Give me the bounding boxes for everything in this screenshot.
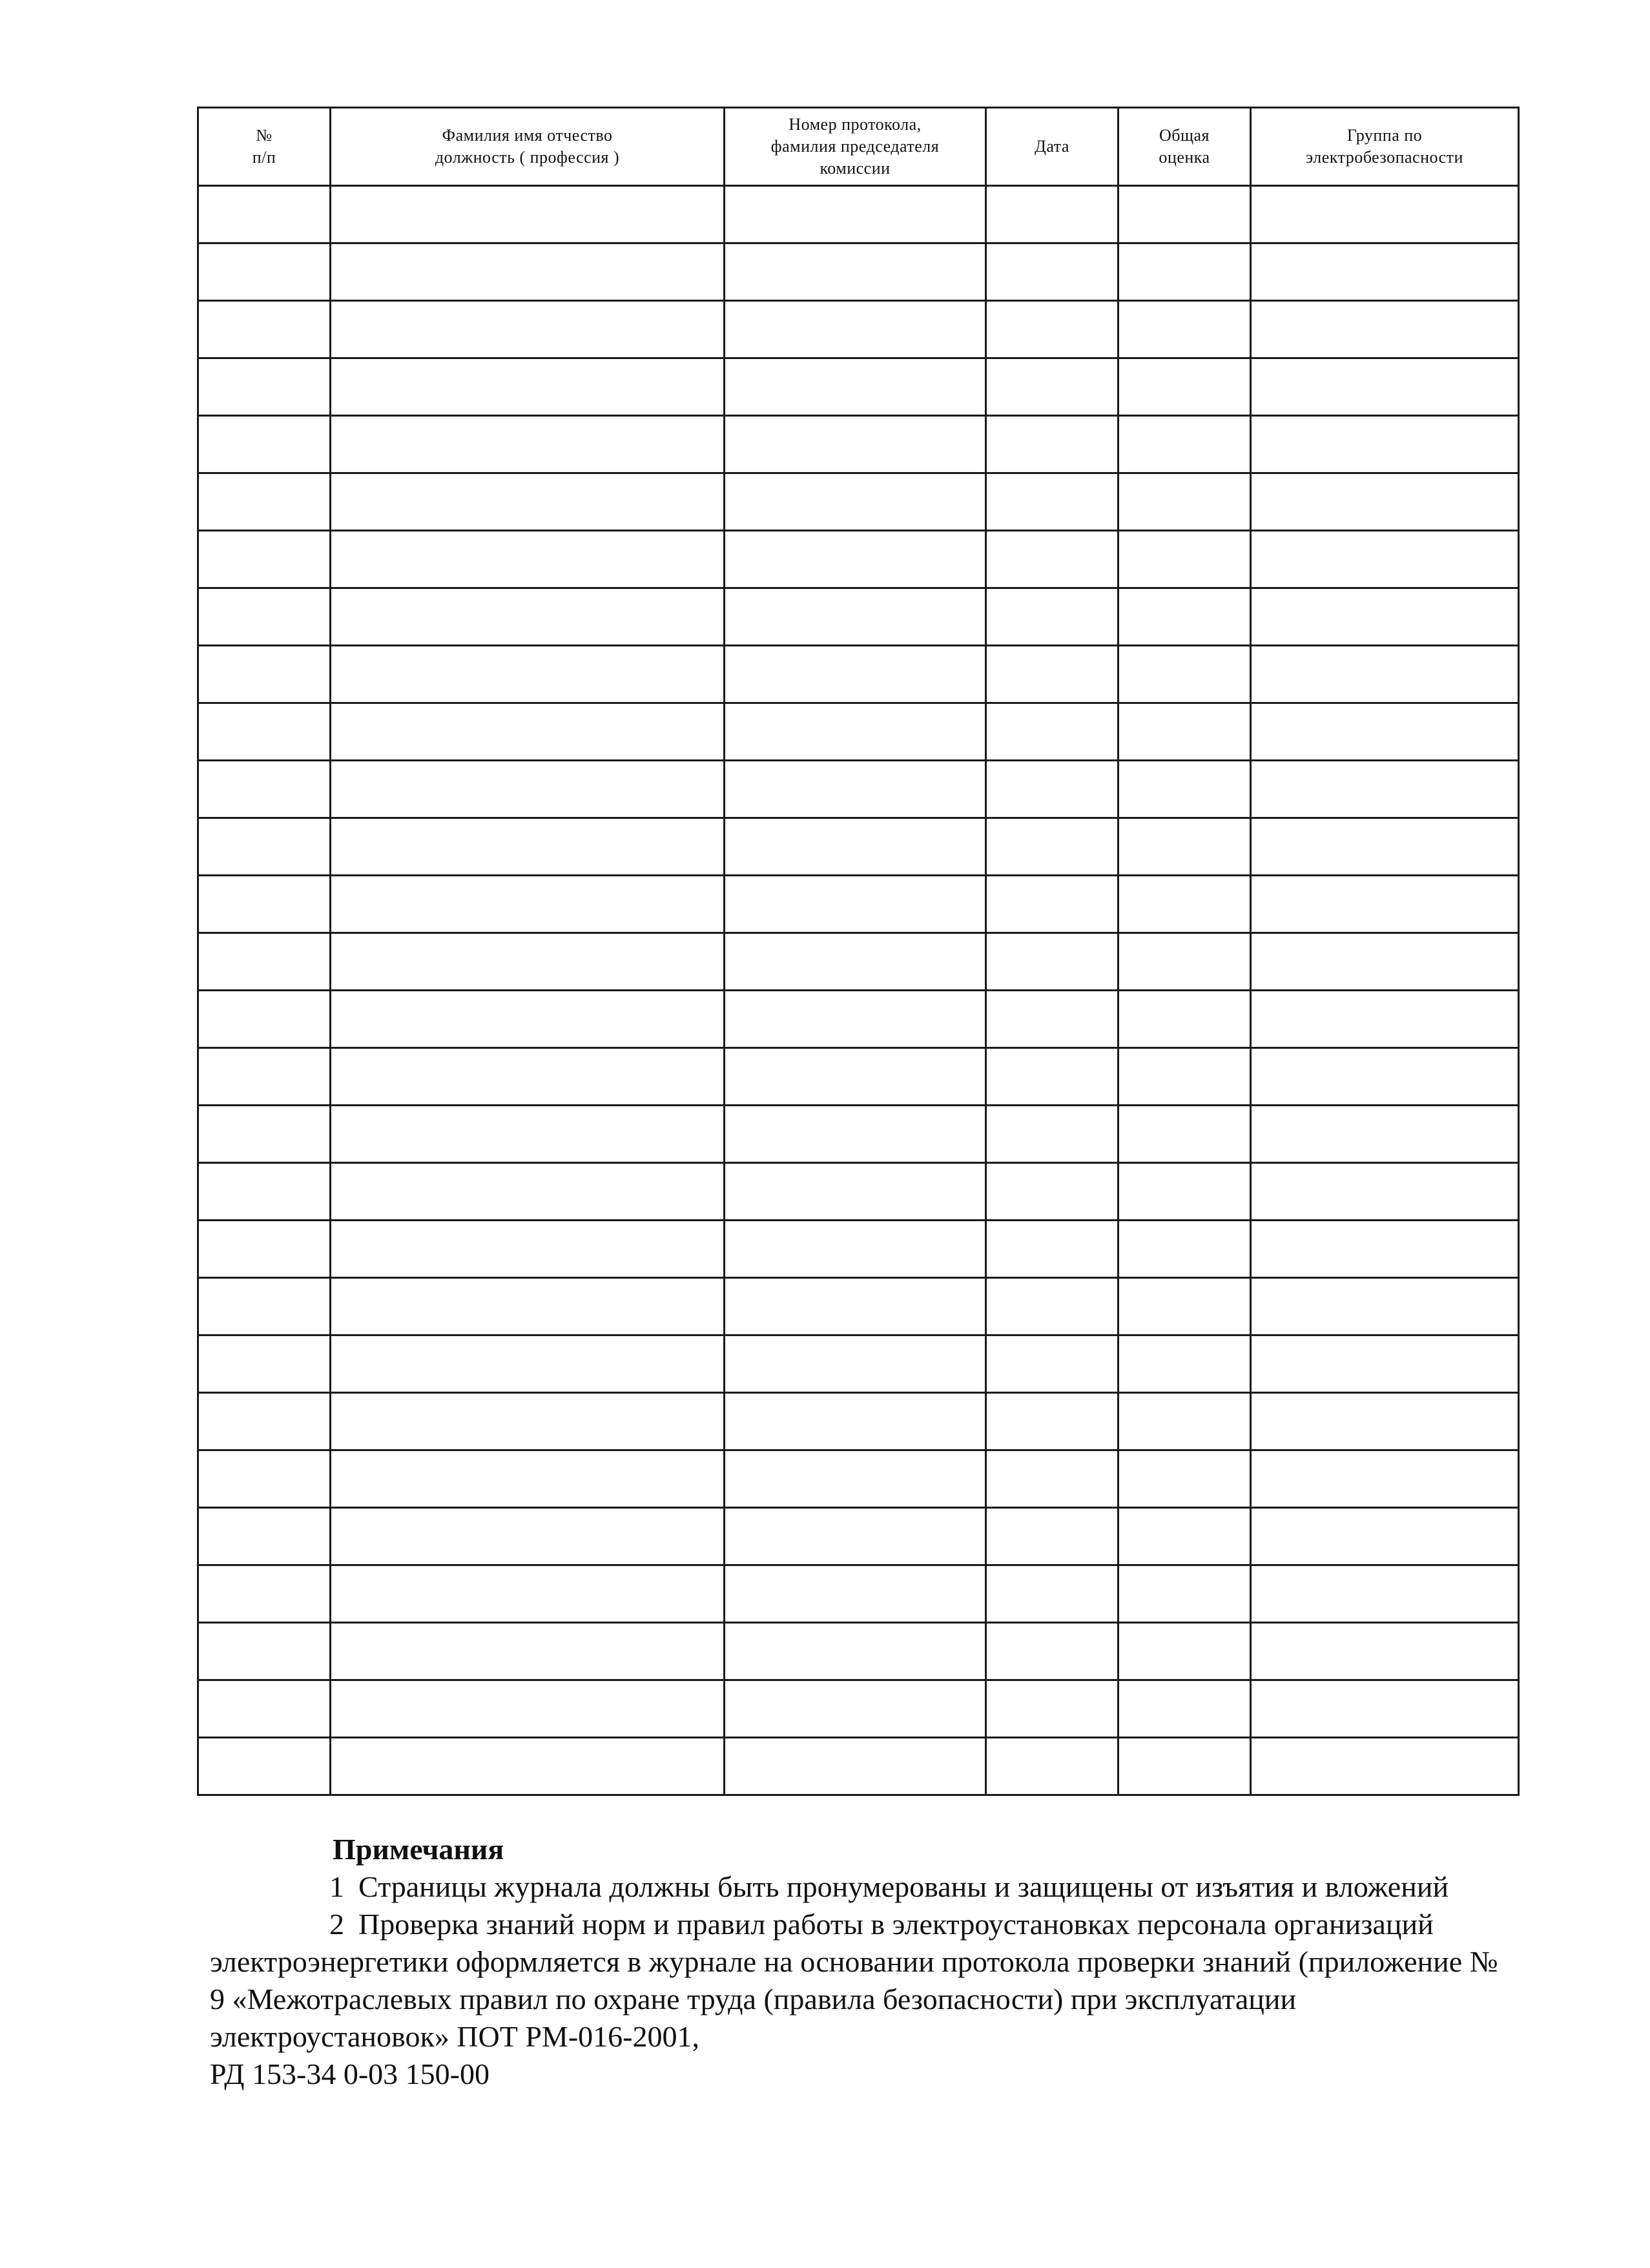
note-number: 1 (329, 1870, 344, 1903)
table-cell-name[interactable] (331, 243, 725, 301)
table-cell-date[interactable] (986, 1335, 1119, 1393)
table-cell-protocol[interactable] (725, 703, 986, 761)
table-row (198, 1335, 1519, 1393)
table-cell-num[interactable] (198, 646, 331, 703)
table-cell-grade[interactable] (1119, 1048, 1251, 1106)
table-cell-protocol[interactable] (725, 186, 986, 243)
table-row (198, 703, 1519, 761)
table-cell-num[interactable] (198, 1738, 331, 1795)
table-cell-group[interactable] (1251, 186, 1519, 243)
table-cell-protocol[interactable] (725, 1565, 986, 1623)
table-cell-date[interactable] (986, 358, 1119, 416)
table-cell-protocol[interactable] (725, 243, 986, 301)
table-cell-name[interactable] (331, 1623, 725, 1680)
table-cell-name[interactable] (331, 1450, 725, 1508)
table-cell-num[interactable] (198, 1508, 331, 1565)
table-row (198, 1163, 1519, 1221)
table-row (198, 646, 1519, 703)
table-cell-grade[interactable] (1119, 1623, 1251, 1680)
table-row (198, 301, 1519, 358)
table-cell-group[interactable] (1251, 1393, 1519, 1450)
table-cell-name[interactable] (331, 1278, 725, 1335)
table-cell-num[interactable] (198, 1623, 331, 1680)
table-cell-num[interactable] (198, 473, 331, 531)
table-cell-protocol[interactable] (725, 818, 986, 876)
knowledge-check-journal-table (197, 107, 1520, 1796)
table-cell-name[interactable] (331, 473, 725, 531)
table-cell-name[interactable] (331, 1221, 725, 1278)
table-cell-date[interactable] (986, 186, 1119, 243)
table-row (198, 1508, 1519, 1565)
table-cell-protocol[interactable] (725, 646, 986, 703)
table-cell-name[interactable] (331, 761, 725, 818)
table-cell-num[interactable] (198, 186, 331, 243)
table-cell-num[interactable] (198, 1221, 331, 1278)
table-cell-protocol[interactable] (725, 473, 986, 531)
table-cell-num[interactable] (198, 416, 331, 473)
table-cell-date[interactable] (986, 991, 1119, 1048)
note-text: Проверка знаний норм и правил работы в электроустановках персонала организаций электроэнергетики оформляется в журнале на основании протокола проверки знаний (приложение № 9 «Межотраслевых правил по охране труда (правила безопасности) при эксплуатации электроустановок» ПОТ РМ-016-2001, (210, 1908, 1498, 2053)
table-cell-num[interactable] (198, 1106, 331, 1163)
table-cell-grade[interactable] (1119, 1508, 1251, 1565)
table-cell-group[interactable] (1251, 1163, 1519, 1221)
table-cell-group[interactable] (1251, 301, 1519, 358)
table-cell-group[interactable] (1251, 1738, 1519, 1795)
notes-section (210, 1831, 1501, 2093)
table-cell-name[interactable] (331, 1163, 725, 1221)
table-cell-grade[interactable] (1119, 531, 1251, 588)
table-cell-protocol[interactable] (725, 1450, 986, 1508)
table-cell-protocol[interactable] (725, 358, 986, 416)
table-cell-grade[interactable] (1119, 818, 1251, 876)
table-cell-protocol[interactable] (725, 761, 986, 818)
table-cell-group[interactable] (1251, 646, 1519, 703)
table-cell-protocol[interactable] (725, 933, 986, 991)
table-cell-num[interactable] (198, 933, 331, 991)
table-cell-grade[interactable] (1119, 186, 1251, 243)
table-cell-protocol[interactable] (725, 1393, 986, 1450)
table-cell-protocol[interactable] (725, 416, 986, 473)
table-cell-group[interactable] (1251, 818, 1519, 876)
table-cell-date[interactable] (986, 301, 1119, 358)
notes-title: Примечания (333, 1833, 504, 1866)
table-cell-protocol[interactable] (725, 991, 986, 1048)
header-electrical-safety-group: Группа по электробезопасности (1251, 108, 1519, 186)
table-cell-num[interactable] (198, 1565, 331, 1623)
table-cell-group[interactable] (1251, 473, 1519, 531)
table-cell-group[interactable] (1251, 416, 1519, 473)
table-cell-date[interactable] (986, 933, 1119, 991)
table-cell-grade[interactable] (1119, 991, 1251, 1048)
table-cell-grade[interactable] (1119, 243, 1251, 301)
table-row (198, 1278, 1519, 1335)
table-cell-date[interactable] (986, 473, 1119, 531)
table-cell-group[interactable] (1251, 1680, 1519, 1738)
table-cell-name[interactable] (331, 1106, 725, 1163)
table-cell-protocol[interactable] (725, 1623, 986, 1680)
table-cell-grade[interactable] (1119, 646, 1251, 703)
table-cell-date[interactable] (986, 531, 1119, 588)
table-cell-group[interactable] (1251, 1335, 1519, 1393)
table-cell-num[interactable] (198, 876, 331, 933)
table-cell-num[interactable] (198, 1278, 331, 1335)
table-cell-group[interactable] (1251, 358, 1519, 416)
table-cell-date[interactable] (986, 761, 1119, 818)
table-row (198, 818, 1519, 876)
table-cell-name[interactable] (331, 588, 725, 646)
table-cell-grade[interactable] (1119, 1221, 1251, 1278)
table-cell-protocol[interactable] (725, 1508, 986, 1565)
table-cell-grade[interactable] (1119, 358, 1251, 416)
table-cell-num[interactable] (198, 1393, 331, 1450)
table-row (198, 358, 1519, 416)
note-item (210, 1868, 1501, 1906)
table-cell-name[interactable] (331, 1680, 725, 1738)
table-cell-group[interactable] (1251, 1508, 1519, 1565)
table-cell-name[interactable] (331, 1393, 725, 1450)
table-cell-date[interactable] (986, 243, 1119, 301)
table-cell-date[interactable] (986, 1508, 1119, 1565)
table-cell-num[interactable] (198, 1335, 331, 1393)
table-row (198, 243, 1519, 301)
table-cell-date[interactable] (986, 1278, 1119, 1335)
table-cell-name[interactable] (331, 876, 725, 933)
table-cell-group[interactable] (1251, 1048, 1519, 1106)
table-cell-date[interactable] (986, 1623, 1119, 1680)
table-cell-num[interactable] (198, 703, 331, 761)
table-cell-protocol[interactable] (725, 1335, 986, 1393)
table-cell-protocol[interactable] (725, 1278, 986, 1335)
table-cell-num[interactable] (198, 1163, 331, 1221)
table-cell-date[interactable] (986, 703, 1119, 761)
table-cell-date[interactable] (986, 876, 1119, 933)
table-row (198, 1680, 1519, 1738)
table-cell-group[interactable] (1251, 243, 1519, 301)
table-row (198, 1106, 1519, 1163)
table-cell-grade[interactable] (1119, 588, 1251, 646)
table-cell-name[interactable] (331, 703, 725, 761)
table-cell-grade[interactable] (1119, 1393, 1251, 1450)
table-cell-protocol[interactable] (725, 1680, 986, 1738)
header-date: Дата (986, 108, 1119, 186)
table-cell-grade[interactable] (1119, 1335, 1251, 1393)
table-row (198, 1450, 1519, 1508)
table-row (198, 588, 1519, 646)
table-cell-group[interactable] (1251, 991, 1519, 1048)
table-cell-grade[interactable] (1119, 1680, 1251, 1738)
table-cell-grade[interactable] (1119, 1565, 1251, 1623)
regulation-reference: РД 153-34 0-03 150-00 (210, 2057, 490, 2090)
table-cell-grade[interactable] (1119, 1450, 1251, 1508)
header-protocol-chairman: Номер протокола, фамилия председателя комиссии (725, 108, 986, 186)
table-row (198, 1048, 1519, 1106)
table-cell-num[interactable] (198, 761, 331, 818)
table-cell-date[interactable] (986, 1163, 1119, 1221)
table-row (198, 186, 1519, 243)
table-cell-name[interactable] (331, 1508, 725, 1565)
table-cell-date[interactable] (986, 646, 1119, 703)
table-row (198, 1738, 1519, 1795)
table-row (198, 531, 1519, 588)
table-cell-num[interactable] (198, 1048, 331, 1106)
table-cell-protocol[interactable] (725, 876, 986, 933)
table-cell-group[interactable] (1251, 1221, 1519, 1278)
table-cell-num[interactable] (198, 1450, 331, 1508)
table-cell-protocol[interactable] (725, 1738, 986, 1795)
table-row (198, 1393, 1519, 1450)
table-cell-grade[interactable] (1119, 703, 1251, 761)
table-cell-grade[interactable] (1119, 1106, 1251, 1163)
table-row (198, 1565, 1519, 1623)
table-cell-num[interactable] (198, 588, 331, 646)
table-cell-protocol[interactable] (725, 301, 986, 358)
table-cell-group[interactable] (1251, 1106, 1519, 1163)
table-row (198, 761, 1519, 818)
table-cell-num[interactable] (198, 1680, 331, 1738)
table-cell-num[interactable] (198, 301, 331, 358)
table-cell-protocol[interactable] (725, 531, 986, 588)
table-header-row (198, 108, 1519, 186)
table-cell-grade[interactable] (1119, 876, 1251, 933)
table-cell-grade[interactable] (1119, 1278, 1251, 1335)
table-cell-num[interactable] (198, 358, 331, 416)
table-cell-group[interactable] (1251, 1623, 1519, 1680)
table-cell-num[interactable] (198, 818, 331, 876)
table-cell-protocol[interactable] (725, 1048, 986, 1106)
table-row (198, 416, 1519, 473)
table-body (198, 186, 1519, 1795)
table-cell-date[interactable] (986, 1450, 1119, 1508)
table-cell-date[interactable] (986, 588, 1119, 646)
table-row (198, 876, 1519, 933)
table-row (198, 1623, 1519, 1680)
table-cell-name[interactable] (331, 933, 725, 991)
table-cell-grade[interactable] (1119, 473, 1251, 531)
table-cell-group[interactable] (1251, 761, 1519, 818)
header-number: № п/п (198, 108, 331, 186)
table-row (198, 933, 1519, 991)
table-cell-name[interactable] (331, 1048, 725, 1106)
table-cell-date[interactable] (986, 1106, 1119, 1163)
table-cell-name[interactable] (331, 531, 725, 588)
table-cell-date[interactable] (986, 1680, 1119, 1738)
table-cell-name[interactable] (331, 1738, 725, 1795)
table-cell-protocol[interactable] (725, 1221, 986, 1278)
table-cell-group[interactable] (1251, 531, 1519, 588)
table-cell-grade[interactable] (1119, 761, 1251, 818)
table-cell-group[interactable] (1251, 876, 1519, 933)
table-cell-date[interactable] (986, 1738, 1119, 1795)
table-cell-name[interactable] (331, 818, 725, 876)
table-cell-name[interactable] (331, 186, 725, 243)
table-cell-grade[interactable] (1119, 416, 1251, 473)
table-cell-group[interactable] (1251, 1278, 1519, 1335)
table-cell-group[interactable] (1251, 588, 1519, 646)
table-cell-name[interactable] (331, 416, 725, 473)
note-number: 2 (329, 1908, 344, 1941)
table-row (198, 991, 1519, 1048)
table-cell-num[interactable] (198, 991, 331, 1048)
table-cell-name[interactable] (331, 991, 725, 1048)
table-row (198, 1221, 1519, 1278)
table-cell-date[interactable] (986, 1393, 1119, 1450)
table-cell-name[interactable] (331, 1565, 725, 1623)
table-cell-date[interactable] (986, 1565, 1119, 1623)
table-cell-date[interactable] (986, 818, 1119, 876)
table-cell-name[interactable] (331, 1335, 725, 1393)
table-cell-num[interactable] (198, 531, 331, 588)
table-cell-group[interactable] (1251, 1450, 1519, 1508)
table-cell-protocol[interactable] (725, 1163, 986, 1221)
table-cell-grade[interactable] (1119, 933, 1251, 991)
header-full-name-position: Фамилия имя отчество должность ( профессия ) (331, 108, 725, 186)
table-cell-name[interactable] (331, 646, 725, 703)
table-cell-group[interactable] (1251, 703, 1519, 761)
table-cell-grade[interactable] (1119, 1738, 1251, 1795)
header-overall-grade: Общая оценка (1119, 108, 1251, 186)
table-cell-group[interactable] (1251, 1565, 1519, 1623)
table-cell-date[interactable] (986, 1048, 1119, 1106)
table-cell-name[interactable] (331, 301, 725, 358)
table-cell-name[interactable] (331, 358, 725, 416)
table-cell-grade[interactable] (1119, 301, 1251, 358)
note-text: Страницы журнала должны быть пронумерованы и защищены от изъятия и вложений (358, 1870, 1449, 1903)
table-cell-protocol[interactable] (725, 588, 986, 646)
note-item (210, 1906, 1501, 2056)
table-row (198, 473, 1519, 531)
table-cell-protocol[interactable] (725, 1106, 986, 1163)
table-cell-date[interactable] (986, 1221, 1119, 1278)
table-cell-grade[interactable] (1119, 1163, 1251, 1221)
table-cell-group[interactable] (1251, 933, 1519, 991)
table-cell-num[interactable] (198, 243, 331, 301)
table-cell-date[interactable] (986, 416, 1119, 473)
